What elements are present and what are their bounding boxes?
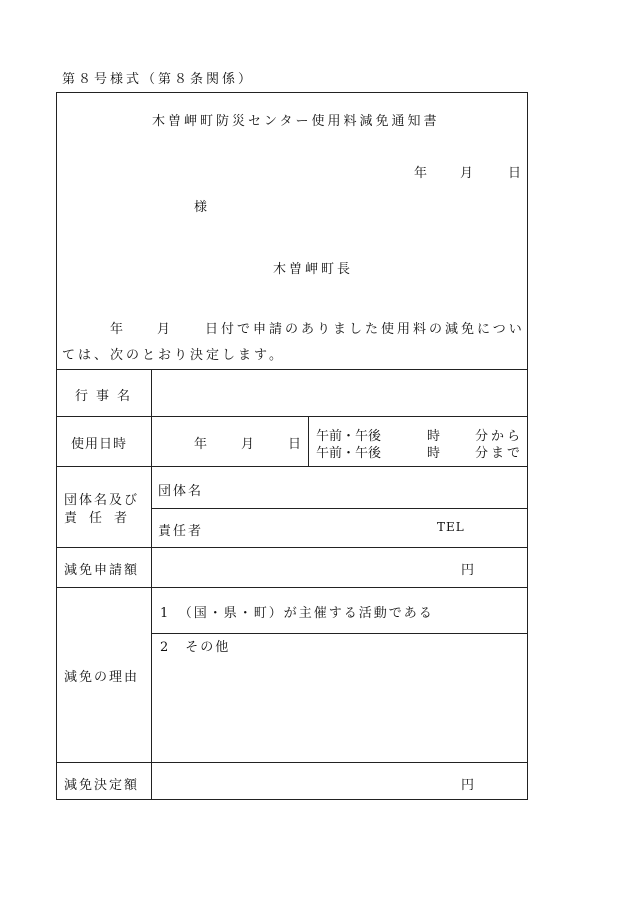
- form-number-label: 第８号様式（第８条関係）: [62, 72, 255, 87]
- organization-label-line1: 団体名及び: [64, 493, 140, 508]
- usage-datetime-label: 使用日時: [71, 437, 128, 452]
- issuer-title: 木曽岬町長: [273, 262, 354, 277]
- body-year: 年: [110, 322, 124, 337]
- addressee-suffix: 様: [194, 200, 208, 215]
- date-day: 日: [508, 166, 522, 181]
- usage-year: 年: [194, 437, 208, 452]
- body-month: 月: [157, 322, 171, 337]
- start-ampm: 午前・午後: [316, 429, 382, 444]
- organization-label-line2: 責任者: [64, 511, 140, 526]
- request-amount-label: 減免申請額: [64, 563, 140, 578]
- start-minute: 分から: [475, 429, 524, 444]
- usage-day: 日: [288, 437, 302, 452]
- decision-amount-unit: 円: [461, 778, 475, 793]
- start-hour: 時: [427, 429, 441, 444]
- decision-amount-label: 減免決定額: [64, 778, 140, 793]
- usage-month: 月: [241, 437, 255, 452]
- reason-option-2: 2 その他: [160, 640, 231, 655]
- date-month: 月: [460, 166, 474, 181]
- organization-name-label: 団体名: [158, 484, 204, 499]
- document-title: 木曽岬町防災センター使用料減免通知書: [152, 114, 440, 129]
- responsible-person-label: 責任者: [158, 524, 204, 539]
- end-minute: 分まで: [475, 446, 524, 461]
- reason-option-1: 1 （国・県・町）が主催する活動である: [160, 606, 434, 621]
- body-line1-text: 日付で申請のありました使用料の減免につい: [205, 322, 525, 337]
- date-year: 年: [414, 166, 428, 181]
- tel-label: TEL: [437, 520, 465, 534]
- body-line2-text: ては、次のとおり決定します。: [62, 348, 285, 363]
- request-amount-unit: 円: [461, 563, 475, 578]
- event-name-label: 行事名: [75, 389, 139, 404]
- end-ampm: 午前・午後: [316, 446, 382, 461]
- end-hour: 時: [427, 446, 441, 461]
- reason-label: 減免の理由: [64, 670, 140, 685]
